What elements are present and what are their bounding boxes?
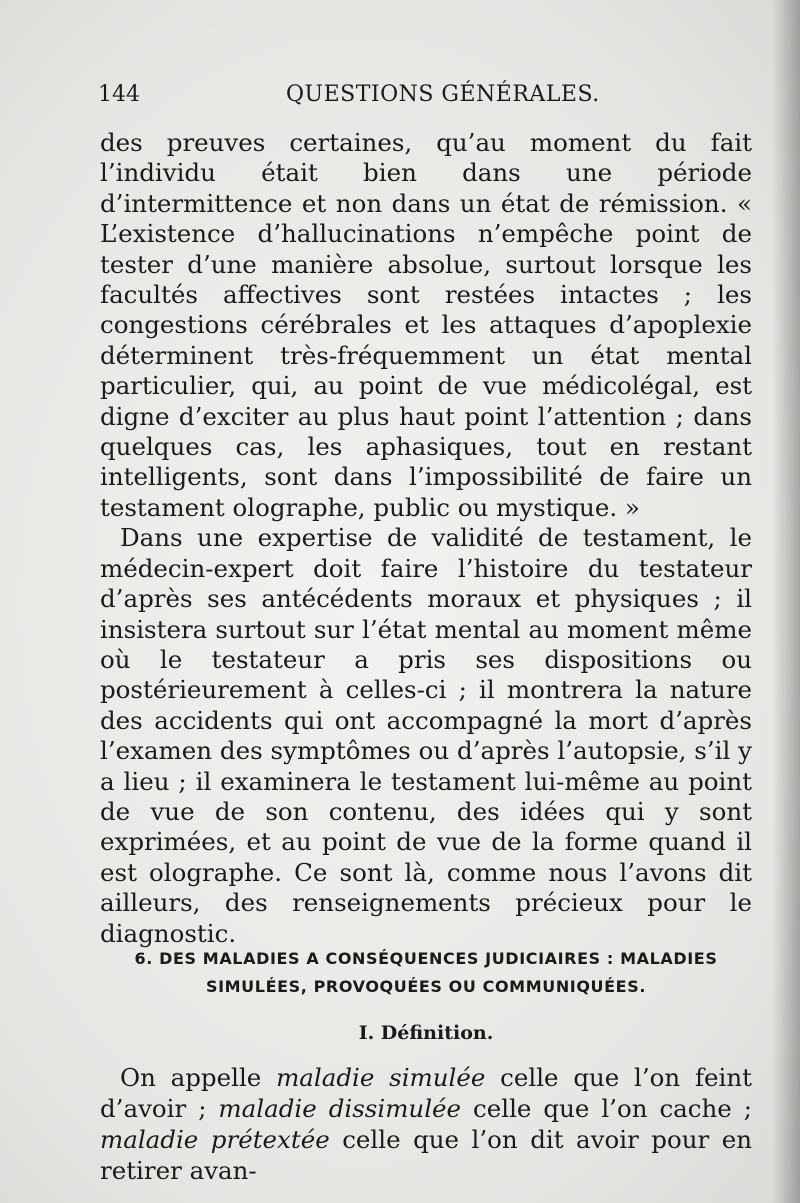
- running-title: QUESTIONS GÉNÉRALES.: [286, 82, 600, 107]
- definition-text: [100, 1062, 752, 1186]
- term-maladie-pretextee: maladie prétextée: [100, 1125, 330, 1154]
- paragraph-2: Dans une expertise de validité de testament, le médecin-expert doit faire l’histoire du testateur d’après ses antécédents moraux et physiques ; il insistera surtout sur l’état mental au moment même où le testateur a pris ses dispositions ou postérieurement à celles-ci ; il montrera la nature des accidents qui ont accompagné la mort d’après l’examen des symptômes ou d’après l’autopsie, s’il y a lieu ; il examinera le testament lui-même au point de vue de son contenu, des idées qui y sont exprimées, et au point de vue de la forme quand il est olographe. Ce sont là, comme nous l’avons dit ailleurs, des renseignements précieux pour le diagnostic.: [100, 523, 752, 948]
- page-header: [98, 82, 638, 116]
- definition-text-1: On appelle: [120, 1063, 277, 1092]
- definition-text-2: celle que l’on feint d’avoir ;: [100, 1063, 753, 1123]
- main-text: [100, 128, 752, 949]
- paragraph-1: des preuves certaines, qu’au moment du fait l’individu était bien dans une période d’intermittence et non dans un état de rémission. « L’existence d’hallucinations n’empêche point de tester d’une manière absolue, surtout lorsque les facultés affectives sont restées intactes ; les congestions cérébrales et les attaques d’apoplexie déterminent très-fréquemment un état mental particulier, qui, au point de vue médicolégal, est digne d’exciter au plus haut point l’attention ; dans quelques cas, les aphasiques, tout en restant intelligents, sont dans l’impossibilité de faire un testament olographe, public ou mystique. »: [100, 128, 752, 522]
- page-number: 144: [98, 82, 140, 107]
- term-maladie-simulee: maladie simulée: [276, 1063, 486, 1092]
- definition-text-4: celle que l’on dit avoir pour en retirer avan-: [100, 1125, 752, 1185]
- section-heading: 6. DES MALADIES A CONSÉQUENCES JUDICIAIRES : MALADIES SIMULÉES, PROVOQUÉES OU COMMUNIQUÉES.: [134, 949, 718, 996]
- page-edge-shadow: [772, 0, 800, 1203]
- definition-paragraph: [100, 1062, 752, 1186]
- definition-text-3: celle que l’on cache ;: [461, 1094, 753, 1123]
- section-subheading: I. Définition.: [358, 1022, 494, 1044]
- term-maladie-dissimulee: maladie dissimulée: [218, 1094, 462, 1123]
